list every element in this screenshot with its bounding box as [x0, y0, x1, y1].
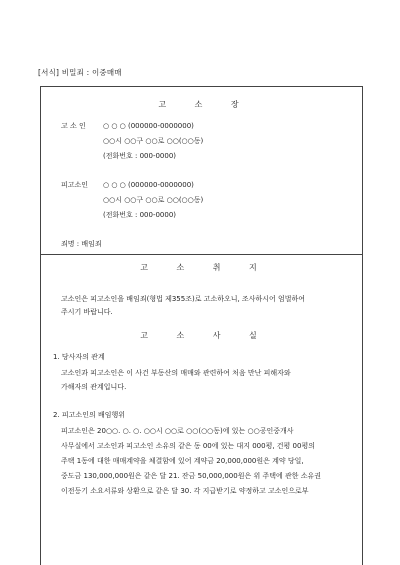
- charge-label: 죄명 : 배임죄: [61, 240, 102, 248]
- section-1-line-1: 고소인과 피고소인은 이 사건 부동산의 매매와 관련하여 처음 만난 피해자와: [61, 369, 291, 377]
- accused-address: ○○시 ○○구 ○○로 ○○(○○동): [103, 196, 204, 204]
- section-2-line-2: 사무실에서 고소인과 피고소인 소유의 같은 동 00에 있는 대지 000평, 건평 00평의: [61, 442, 315, 450]
- complainant-name: ○ ○ ○ (000000-0000000): [103, 122, 194, 130]
- section-2-line-1: 피고소인은 20○○. ○. ○. ○○시 ○○로 ○○(○○동)에 있는 ○○공인중개사: [61, 427, 294, 435]
- form-type-label: [서식] 비밀죄 : 이중매매: [38, 68, 122, 77]
- document-title: 고 소 장: [158, 100, 245, 109]
- purpose-line-2: 주시기 바랍니다.: [61, 308, 113, 316]
- section-2-line-3: 주택 1동에 대한 매매계약을 체결함에 있어 계약금 20,000,000원은 계약 당일,: [61, 457, 304, 465]
- facts-title: 고 소 사 실: [140, 331, 263, 340]
- purpose-line-1: 고소인은 피고소인을 배임죄(형법 제355조)로 고소하오니, 조사하시어 엄벌하여: [61, 295, 306, 303]
- section-2-line-5: 이전등기 소요서류와 상환으로 같은 달 30. 각 지급받기로 약정하고 고소인으로부: [61, 487, 309, 495]
- section-1-heading: 1. 당사자의 관계: [53, 353, 105, 361]
- section-1-line-2: 가해자의 관계입니다.: [61, 383, 127, 391]
- accused-phone: (전화번호 : 000-0000): [103, 211, 177, 219]
- complainant-phone: (전화번호 : 000-0000): [103, 152, 177, 160]
- complainant-role-label: 고 소 인: [61, 122, 86, 130]
- accused-role-label: 피고소인: [61, 181, 89, 189]
- complainant-address: ○○시 ○○구 ○○로 ○○(○○동): [103, 137, 204, 145]
- section-2-line-4: 중도금 130,000,000원은 같은 달 21. 잔금 50,000,000원은 위 주택에 관한 소유권: [61, 472, 321, 480]
- section-2-heading: 2. 피고소인의 배임행위: [53, 411, 125, 419]
- purpose-title: 고 소 취 지: [140, 263, 263, 272]
- accused-name: ○ ○ ○ (000000-0000000): [103, 181, 194, 189]
- complaint-document: [40, 86, 363, 565]
- section-divider: [41, 254, 362, 255]
